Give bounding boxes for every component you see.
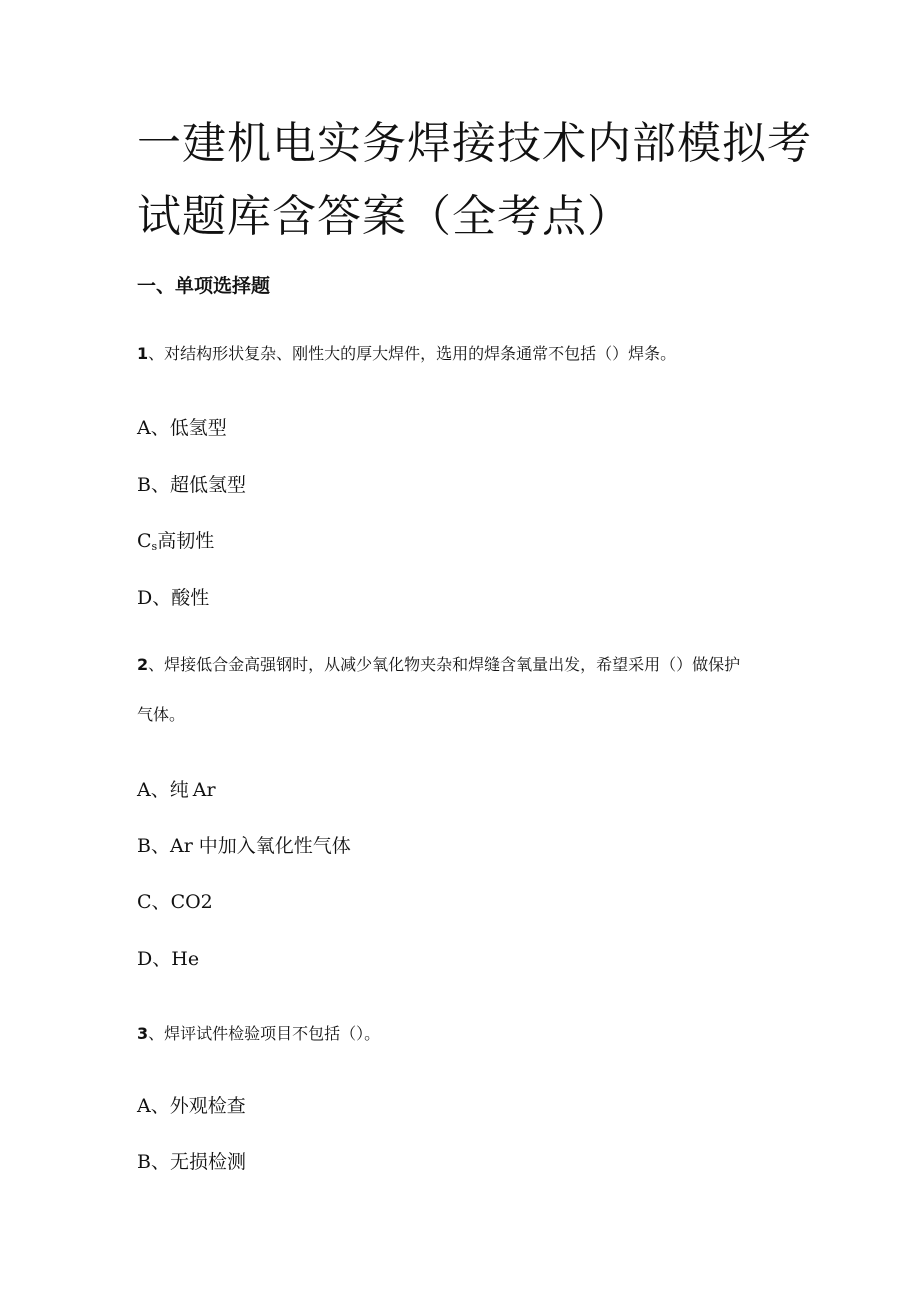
- question-separator: 、: [148, 655, 165, 674]
- question-separator: 、: [148, 344, 165, 363]
- option-text-cn: 纯: [169, 779, 189, 801]
- option-text-latin: Ar: [192, 779, 216, 801]
- question-2-option-c: [137, 893, 213, 912]
- option-letter: A: [137, 1095, 151, 1117]
- option-text-latin: CO2: [170, 891, 213, 913]
- option-separator: 、: [150, 474, 170, 496]
- option-text: 外观检查: [169, 1095, 246, 1117]
- question-2-option-a: [137, 781, 216, 800]
- document-title-line-2: 试题库含答案（全考点）: [137, 191, 632, 242]
- question-2-option-b: [137, 837, 351, 856]
- question-3-option-b: [137, 1153, 246, 1172]
- option-text-latin: He: [171, 948, 200, 970]
- option-separator: 、: [152, 948, 172, 970]
- option-separator: 、: [150, 779, 170, 801]
- option-text: 超低氢型: [169, 474, 246, 496]
- option-letter: B: [137, 835, 151, 857]
- question-1-option-c: [137, 532, 214, 552]
- question-1-option-d: [137, 589, 209, 608]
- option-separator: s: [151, 540, 158, 553]
- option-letter: C: [137, 891, 152, 913]
- option-text: 低氢型: [169, 417, 227, 439]
- question-number: 1: [137, 344, 149, 363]
- section-heading: 一、单项选择题: [137, 275, 271, 297]
- option-text-cn: 中加入氧化性气体: [198, 835, 351, 857]
- option-text-latin: Ar: [169, 835, 193, 857]
- question-number: 3: [137, 1024, 149, 1043]
- question-2-continuation: 气体。: [137, 705, 186, 724]
- question-3-option-a: [137, 1097, 246, 1116]
- option-text: 酸性: [171, 587, 210, 609]
- option-separator: 、: [150, 1095, 170, 1117]
- question-separator: 、: [148, 1024, 165, 1043]
- question-text: 对结构形状复杂、刚性大的厚大焊件，选用的焊条通常不包括（）焊条。: [164, 344, 677, 363]
- question-text: 焊接低合金高强钢时，从减少氧化物夹杂和焊缝含氧量出发，希望采用（）做保护: [164, 655, 741, 674]
- question-1-option-b: [137, 476, 246, 495]
- question-3: [137, 1026, 380, 1042]
- option-letter: D: [137, 587, 153, 609]
- option-separator: 、: [151, 891, 171, 913]
- option-letter: A: [137, 779, 151, 801]
- option-separator: 、: [150, 1151, 170, 1173]
- option-text: 高韧性: [157, 530, 215, 552]
- option-separator: 、: [150, 417, 170, 439]
- option-letter: D: [137, 948, 153, 970]
- option-letter: B: [137, 1151, 151, 1173]
- option-letter: C: [137, 530, 152, 552]
- question-text: 焊评试件检验项目不包括（）。: [164, 1024, 381, 1043]
- question-number: 2: [137, 655, 149, 674]
- option-separator: 、: [150, 835, 170, 857]
- option-separator: 、: [152, 587, 172, 609]
- question-1: [137, 346, 676, 362]
- option-letter: B: [137, 474, 151, 496]
- question-2-option-d: [137, 950, 199, 969]
- document-title-line-1: 一建机电实务焊接技术内部模拟考: [137, 118, 812, 169]
- question-1-option-a: [137, 419, 227, 438]
- option-letter: A: [137, 417, 151, 439]
- option-text: 无损检测: [169, 1151, 246, 1173]
- question-2: [137, 657, 740, 673]
